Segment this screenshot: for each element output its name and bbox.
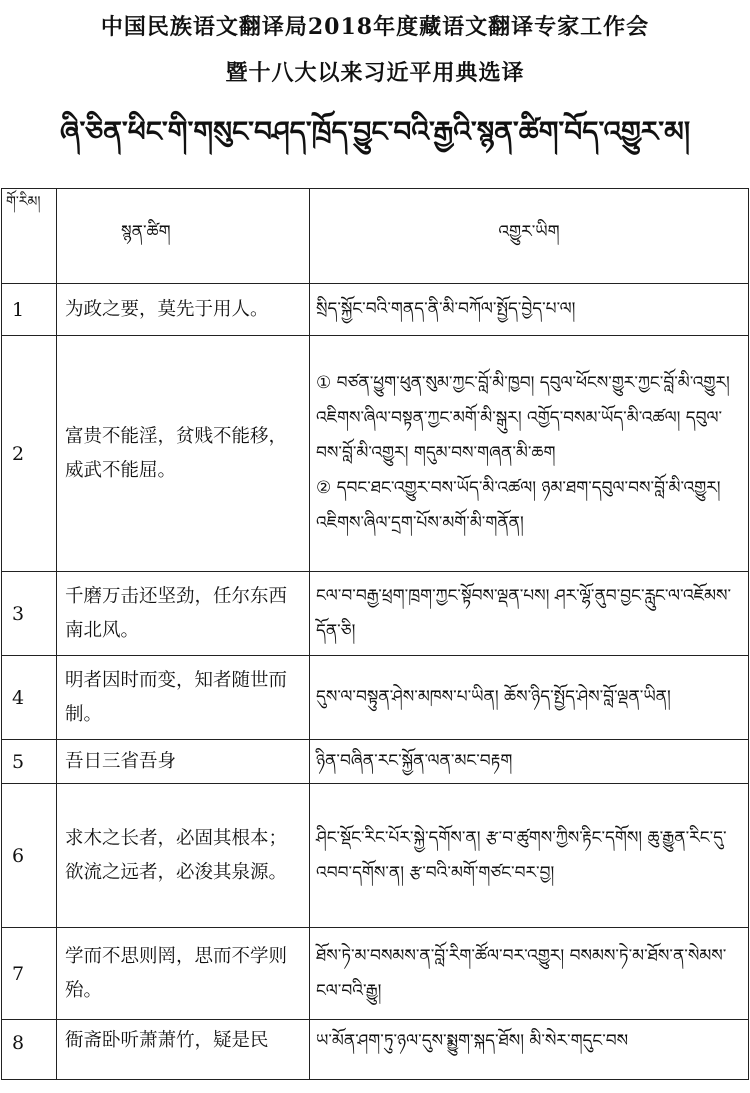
- translation-line: ① བཙན་ཕྱུག་ཕུན་སུམ་ཀྱང་བློ་མི་ཁྱབ། དབུལ་ཕོངས་གྱུར་ཀྱང་བློ་མི་འགྱུར། འཇིགས་ཞིལ་བསྟན་ཀྱང་མགོ་མི་སྒུར། འགྱོད་བསམ་ཡོད་མི་འཚལ། དབུལ་བས་བློ་མི་འགྱུར། གདུམ་བས་གཞན་མི་ཆག: [316, 373, 730, 463]
- row-source: 衙斋卧听萧萧竹，疑是民: [57, 1020, 310, 1080]
- row-source: 明者因时而变，知者随世而制。: [57, 656, 310, 740]
- row-source: 学而不思则罔，思而不学则殆。: [57, 928, 310, 1020]
- row-number: 4: [2, 656, 57, 740]
- row-source: 吾日三省吾身: [57, 740, 310, 784]
- table-header-row: [2, 189, 749, 284]
- quotation-table: [1, 188, 749, 1080]
- table-row: [2, 1020, 749, 1080]
- row-translation: [310, 284, 749, 336]
- header-source: སྙན་ཚིག: [57, 189, 310, 284]
- translation-line: ངལ་བ་བརྒྱ་ཕྲག་ཁྲག་ཀྱང་སྟོབས་ལྡན་པས། ཤར་ལྷོ་ནུབ་བྱང་རླུང་ལ་འཇོམས་དོན་ཅི།: [316, 585, 732, 641]
- table-row: [2, 928, 749, 1020]
- table-row: [2, 284, 749, 336]
- row-number: 1: [2, 284, 57, 336]
- table-row: [2, 740, 749, 784]
- row-translation: [310, 784, 749, 928]
- translation-line: ཉིན་བཞིན་རང་སྐྱོན་ལན་མང་བརྟག: [316, 751, 513, 771]
- row-number: 5: [2, 740, 57, 784]
- row-source: 求木之长者，必固其根本；欲流之远者，必浚其泉源。: [57, 784, 310, 928]
- row-translation: [310, 1020, 749, 1080]
- row-number: 8: [2, 1020, 57, 1080]
- translation-line: སྲིད་སྐྱོང་བའི་གནད་ནི་མི་བཀོལ་སྤྱོད་བྱེད་པ་ལ།: [316, 299, 576, 319]
- translation-line: ② དབང་ཐང་འགྱུར་བས་ཡོད་མི་འཚལ། ཉམ་ཐག་དབུལ་བས་བློ་མི་འགྱུར། འཇིགས་ཞིལ་དྲག་པོས་མགོ་མི་གནོན།: [316, 478, 721, 533]
- row-source: 千磨万击还坚劲，任尔东西南北风。: [57, 572, 310, 656]
- table-row: [2, 572, 749, 656]
- row-number: 6: [2, 784, 57, 928]
- table-row: [2, 656, 749, 740]
- row-translation: [310, 928, 749, 1020]
- row-source: 富贵不能淫，贫贱不能移，威武不能屈。: [57, 336, 310, 572]
- row-translation: [310, 572, 749, 656]
- row-translation: [310, 336, 749, 572]
- row-source: 为政之要，莫先于用人。: [57, 284, 310, 336]
- translation-line: དུས་ལ་བསྟུན་ཤེས་མཁས་པ་ཡིན། ཆོས་ཉིད་སྤྱོད་ཤེས་བློ་ལྡན་ཡིན།: [316, 687, 671, 707]
- row-number: 2: [2, 336, 57, 572]
- translation-line: ཡ་མོན་ཤག་ཏུ་ཉལ་དུས་སྨྱུག་སྐད་ཐོས། མི་སེར་གདུང་བས: [316, 1031, 629, 1051]
- title-tibetan: ཞི་ཅིན་ཕིང་གི་གསུང་བཤད་ཁྲོད་བྱུང་བའི་རྒྱའི་སྙན་ཚིག་བོད་འགྱུར་མ།: [59, 115, 691, 148]
- document-header: [0, 0, 750, 170]
- header-number: གོ་རིམ།: [2, 189, 57, 284]
- table-row: [2, 336, 749, 572]
- table-row: [2, 784, 749, 928]
- row-translation: [310, 740, 749, 784]
- row-translation: [310, 656, 749, 740]
- translation-line: ཤིང་སྡོང་རིང་པོར་སྐྱེ་དགོས་ན། རྩ་བ་ཚུགས་ཀྱིས་རྟིང་དགོས། ཆུ་རྒྱུན་རིང་དུ་འབབ་དགོས་ན། རྩ་བའི་མགོ་གཙང་བར་བྱ།: [316, 827, 727, 883]
- title-line-2: 暨十八大以来习近平用典选译: [225, 60, 525, 86]
- translation-line: ཐོས་ཏེ་མ་བསམས་ན་བློ་རིག་ཚོལ་བར་འགྱུར། བསམས་ཏེ་མ་ཐོས་ན་སེམས་ངལ་བའི་རྒྱུ།: [316, 945, 727, 1001]
- header-translation: འགྱུར་ཡིག: [310, 189, 749, 284]
- title-line-1: 中国民族语文翻译局2018年度藏语文翻译专家工作会: [100, 14, 650, 40]
- row-number: 3: [2, 572, 57, 656]
- row-number: 7: [2, 928, 57, 1020]
